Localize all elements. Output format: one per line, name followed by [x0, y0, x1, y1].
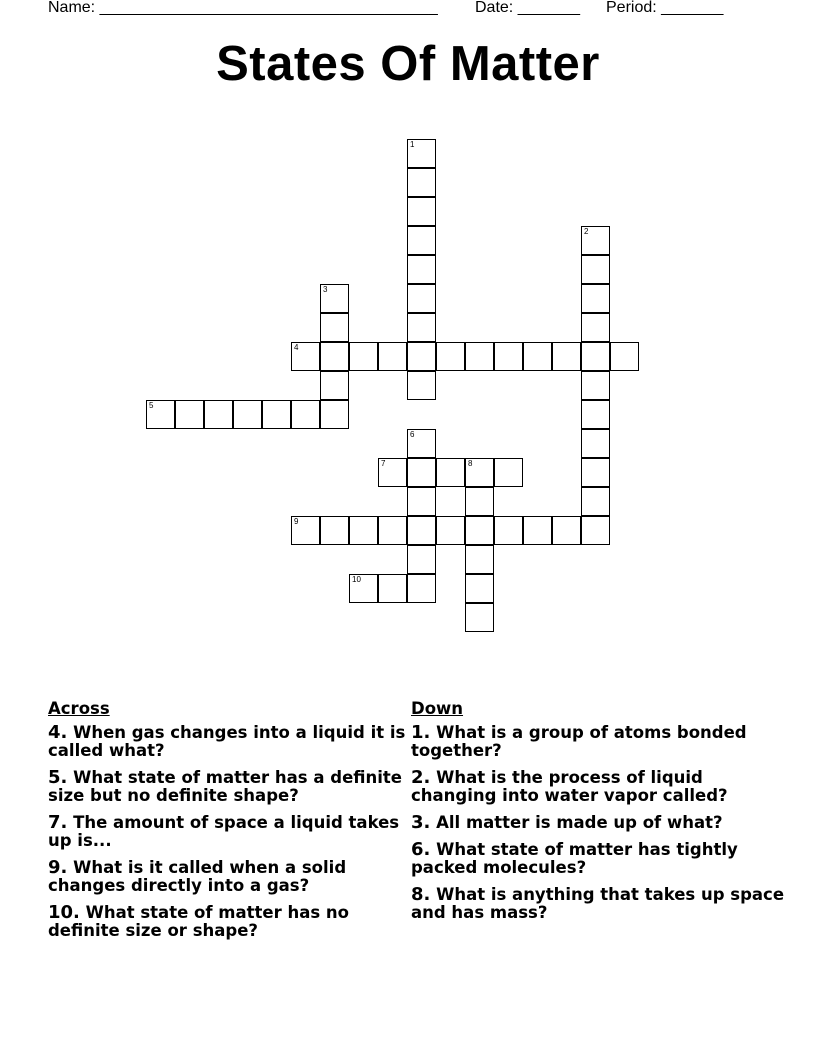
clue-number: 7.	[48, 812, 68, 833]
cell-number: 9	[294, 517, 299, 526]
grid-cell[interactable]	[407, 284, 436, 313]
clue-down-3	[411, 814, 791, 832]
grid-cell-10[interactable]	[349, 574, 378, 603]
clue-text: What state of matter has no definite size or shape?	[48, 903, 349, 940]
clue-text: What is a group of atoms bonded together?	[411, 723, 747, 760]
grid-cell-1[interactable]	[407, 139, 436, 168]
grid-cell[interactable]	[407, 342, 436, 371]
grid-cell-8[interactable]	[465, 458, 494, 487]
clue-text: When gas changes into a liquid it is called what?	[48, 723, 406, 760]
grid-cell[interactable]	[436, 516, 465, 545]
grid-cell[interactable]	[320, 400, 349, 429]
grid-cell[interactable]	[407, 545, 436, 574]
clue-number: 2.	[411, 767, 431, 788]
grid-cell[interactable]	[407, 574, 436, 603]
clue-number: 10.	[48, 902, 80, 923]
grid-cell[interactable]	[407, 313, 436, 342]
grid-cell[interactable]	[494, 342, 523, 371]
grid-cell[interactable]	[233, 400, 262, 429]
clue-down-6	[411, 841, 791, 877]
grid-cell[interactable]	[465, 487, 494, 516]
clue-across-7	[48, 814, 410, 850]
cell-number: 2	[584, 227, 589, 236]
clue-down-8	[411, 886, 791, 922]
page-title: States Of Matter	[216, 37, 600, 91]
cell-number: 1	[410, 140, 415, 149]
grid-cell[interactable]	[407, 168, 436, 197]
grid-cell-7[interactable]	[378, 458, 407, 487]
clue-number: 5.	[48, 767, 68, 788]
across-clues	[48, 700, 410, 949]
grid-cell[interactable]	[465, 516, 494, 545]
cell-number: 10	[352, 575, 361, 584]
grid-cell-5[interactable]	[146, 400, 175, 429]
clue-number: 8.	[411, 884, 431, 905]
grid-cell[interactable]	[523, 342, 552, 371]
grid-cell[interactable]	[436, 458, 465, 487]
grid-cell[interactable]	[378, 574, 407, 603]
clue-text: What is the process of liquid changing into water vapor called?	[411, 768, 728, 805]
grid-cell[interactable]	[581, 255, 610, 284]
grid-cell[interactable]	[407, 458, 436, 487]
down-heading: Down	[411, 699, 464, 718]
grid-cell[interactable]	[581, 516, 610, 545]
clue-text: What is anything that takes up space and has mass?	[411, 885, 785, 922]
grid-cell[interactable]	[320, 516, 349, 545]
grid-cell[interactable]	[465, 545, 494, 574]
grid-cell[interactable]	[581, 429, 610, 458]
grid-cell-9[interactable]	[291, 516, 320, 545]
grid-cell[interactable]	[523, 516, 552, 545]
grid-cell[interactable]	[465, 603, 494, 632]
grid-cell[interactable]	[320, 371, 349, 400]
clue-text: All matter is made up of what?	[430, 813, 723, 832]
grid-cell[interactable]	[349, 516, 378, 545]
cell-number: 8	[468, 459, 473, 468]
grid-cell[interactable]	[407, 226, 436, 255]
grid-cell-6[interactable]	[407, 429, 436, 458]
grid-cell[interactable]	[407, 255, 436, 284]
grid-cell-2[interactable]	[581, 226, 610, 255]
across-heading: Across	[48, 699, 110, 718]
grid-cell[interactable]	[407, 487, 436, 516]
grid-cell[interactable]	[494, 458, 523, 487]
clue-text: What state of matter has tightly packed molecules?	[411, 840, 738, 877]
cell-number: 5	[149, 401, 154, 410]
grid-cell[interactable]	[349, 342, 378, 371]
clue-number: 9.	[48, 857, 68, 878]
cell-number: 6	[410, 430, 415, 439]
grid-cell[interactable]	[552, 342, 581, 371]
grid-cell[interactable]	[581, 458, 610, 487]
grid-cell[interactable]	[494, 516, 523, 545]
grid-cell[interactable]	[320, 313, 349, 342]
cell-number: 7	[381, 459, 386, 468]
clue-text: What is it called when a solid changes directly into a gas?	[48, 858, 347, 895]
grid-cell[interactable]	[465, 342, 494, 371]
grid-cell[interactable]	[175, 400, 204, 429]
grid-cell[interactable]	[581, 342, 610, 371]
grid-cell[interactable]	[291, 400, 320, 429]
grid-cell[interactable]	[581, 487, 610, 516]
grid-cell[interactable]	[378, 342, 407, 371]
grid-cell[interactable]	[204, 400, 233, 429]
clue-across-10	[48, 904, 410, 940]
clue-number: 3.	[411, 812, 431, 833]
clue-number: 6.	[411, 839, 431, 860]
name-field[interactable]: Name: ______________________________________	[48, 0, 438, 16]
grid-cell[interactable]	[320, 342, 349, 371]
grid-cell[interactable]	[581, 400, 610, 429]
cell-number: 3	[323, 285, 328, 294]
clue-down-2	[411, 769, 791, 805]
grid-cell[interactable]	[407, 371, 436, 400]
grid-cell[interactable]	[581, 313, 610, 342]
clue-across-5	[48, 769, 410, 805]
clue-text: What state of matter has a definite size but no definite shape?	[48, 768, 402, 805]
clue-across-9	[48, 859, 410, 895]
cell-number: 4	[294, 343, 299, 352]
grid-cell[interactable]	[436, 342, 465, 371]
grid-cell[interactable]	[262, 400, 291, 429]
grid-cell[interactable]	[407, 516, 436, 545]
period-field[interactable]: Period: _______	[606, 0, 724, 16]
grid-cell[interactable]	[581, 284, 610, 313]
down-clues	[411, 700, 791, 931]
grid-cell[interactable]	[407, 197, 436, 226]
grid-cell[interactable]	[378, 516, 407, 545]
grid-cell-4[interactable]	[291, 342, 320, 371]
grid-cell[interactable]	[581, 371, 610, 400]
date-field[interactable]: Date: _______	[475, 0, 580, 16]
grid-cell[interactable]	[552, 516, 581, 545]
clue-number: 4.	[48, 722, 68, 743]
clue-down-1	[411, 724, 791, 760]
clue-text: The amount of space a liquid takes up is...	[48, 813, 400, 850]
clue-number: 1.	[411, 722, 431, 743]
clue-across-4	[48, 724, 410, 760]
grid-cell[interactable]	[610, 342, 639, 371]
grid-cell[interactable]	[465, 574, 494, 603]
grid-cell-3[interactable]	[320, 284, 349, 313]
